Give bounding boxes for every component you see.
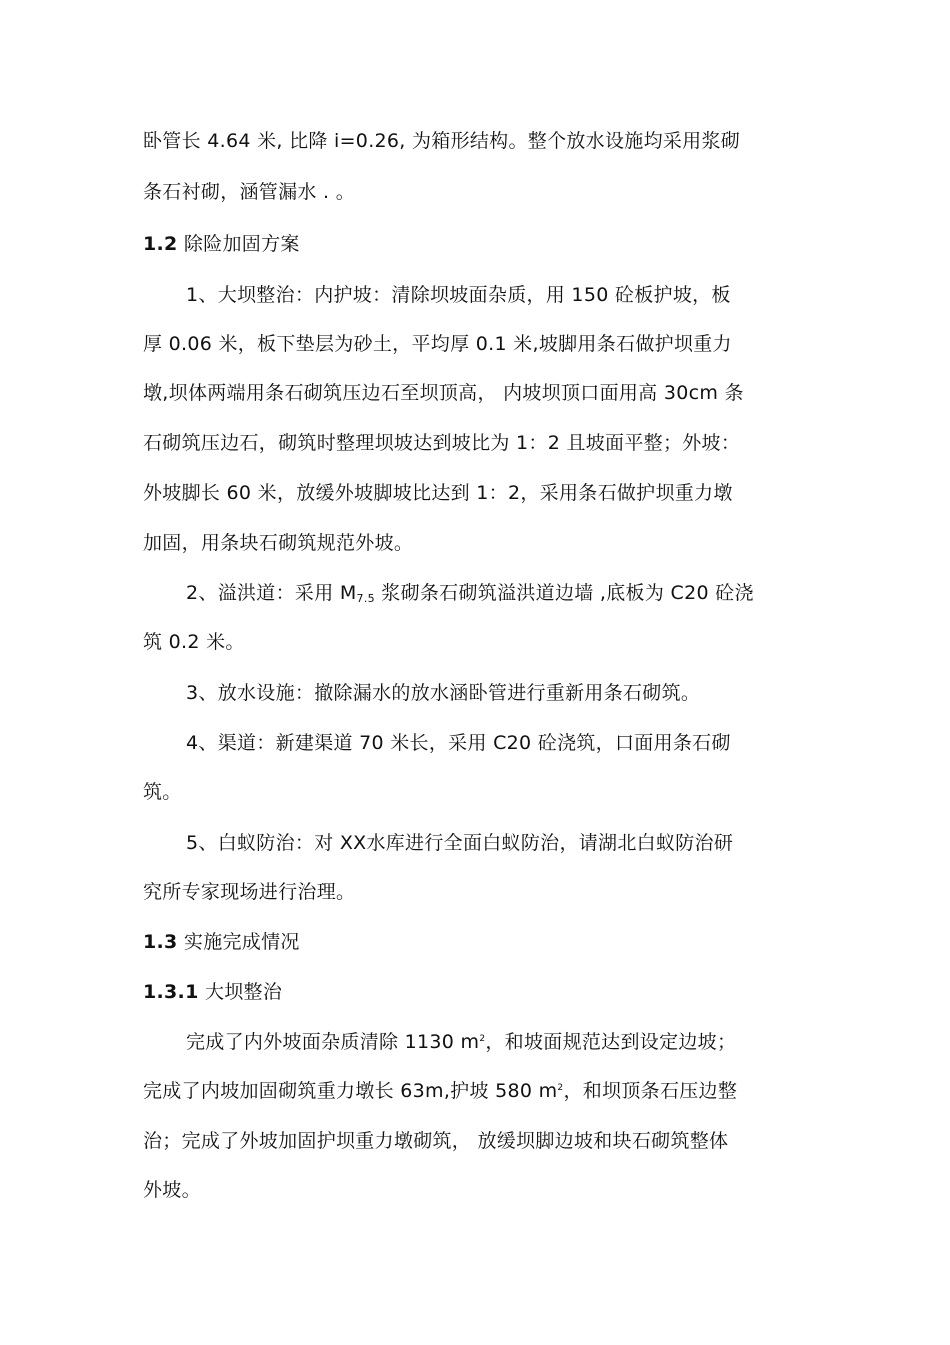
- item-5-line: 5、白蚁防治：对 XX水库进行全面白蚁防治，请湖北白蚁防治研: [186, 832, 734, 854]
- item-1-line: 厚 0.06 米，板下垫层为砂土，平均厚 0.1 米,坡脚用条石做护坝重力: [143, 333, 732, 355]
- heading-number: 1.2: [143, 233, 178, 255]
- paragraph-text: ，和坝顶条石压边整: [563, 1080, 738, 1102]
- item-2-text: 浆砌条石砌筑溢洪道边墙 ,底板为 C20 砼浇: [374, 582, 754, 604]
- item-4-line: 4、渠道：新建渠道 70 米长，采用 C20 砼浇筑，口面用条石砌: [186, 732, 731, 754]
- item-1-line: 加固，用条块石砌筑规范外坡。: [143, 532, 414, 554]
- item-1-line: 石砌筑压边石，砌筑时整理坝坡达到坡比为 1：2 且坡面平整；外坡：: [143, 432, 741, 454]
- item-1-line: 墩,坝体两端用条石砌筑压边石至坝顶高， 内坡坝顶口面用高 30cm 条: [143, 382, 744, 404]
- heading-text: 除险加固方案: [177, 233, 300, 255]
- item-2-line: 筑 0.2 米。: [143, 631, 245, 653]
- paragraph-line: [186, 1029, 736, 1055]
- paragraph-line: 治；完成了外坡加固护坝重力墩砌筑， 放缓坝脚边坡和块石砌筑整体: [143, 1130, 729, 1152]
- paragraph-line: 卧管长 4.64 米, 比降 i=0.26, 为箱形结构。整个放水设施均采用浆砌: [143, 130, 741, 152]
- superscript: 2: [557, 1083, 564, 1093]
- paragraph-text: 完成了内外坡面杂质清除 1130 m: [186, 1031, 480, 1053]
- section-heading-1-3: [143, 929, 300, 955]
- heading-number: 1.3: [143, 931, 178, 953]
- item-1-line: 外坡脚长 60 米，放缓外坡脚坡比达到 1：2，采用条石做护坝重力墩: [143, 482, 733, 504]
- heading-number: 1.3.1: [143, 981, 199, 1003]
- paragraph-line: 外坡。: [143, 1179, 201, 1201]
- item-2-text: 2、溢洪道：采用 M: [186, 582, 357, 604]
- paragraph-line: 条石衬砌，涵管漏水 . 。: [143, 181, 356, 203]
- heading-text: 大坝整治: [198, 981, 283, 1003]
- item-5-line: 究所专家现场进行治理。: [143, 881, 356, 903]
- item-3-line: 3、放水设施：撤除漏水的放水涵卧管进行重新用条石砌筑。: [186, 682, 701, 704]
- item-1-line: 1、大坝整治：内护坡：清除坝坡面杂质，用 150 砼板护坡，板: [186, 284, 731, 306]
- item-4-line: 筑。: [143, 781, 182, 803]
- heading-text: 实施完成情况: [177, 931, 300, 953]
- superscript: 2: [479, 1034, 486, 1044]
- subscript: 7.5: [356, 592, 375, 605]
- paragraph-line: [143, 1078, 737, 1104]
- paragraph-text: 完成了内坡加固砌筑重力墩长 63m,护坡 580 m: [143, 1080, 558, 1102]
- section-heading-1-3-1: [143, 979, 282, 1005]
- paragraph-text: ，和坡面规范达到设定边坡；: [485, 1031, 737, 1053]
- item-2-line: [186, 580, 754, 606]
- section-heading-1-2: [143, 231, 300, 257]
